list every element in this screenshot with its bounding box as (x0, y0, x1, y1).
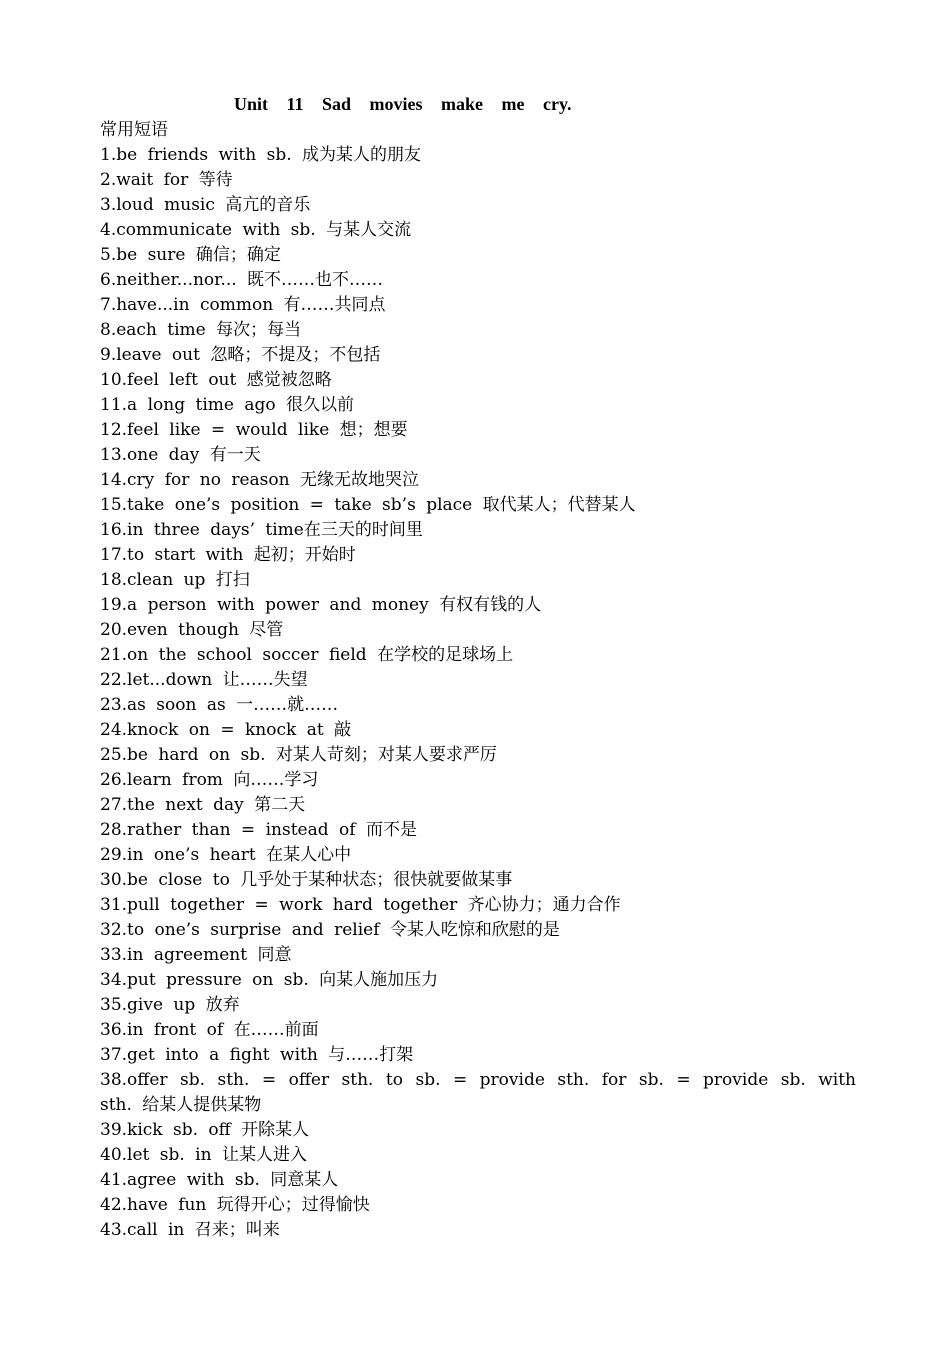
phrase-item: 32.to one’s surprise and relief 令某人吃惊和欣慰的是 (100, 920, 560, 940)
phrase-item: 3.loud music 高亢的音乐 (100, 195, 311, 215)
phrase-item: 33.in agreement 同意 (100, 945, 292, 965)
phrase-item: 7.have...in common 有……共同点 (100, 295, 386, 315)
phrase-item: 18.clean up 打扫 (100, 570, 250, 590)
phrase-item: 13.one day 有一天 (100, 445, 261, 465)
document-title: Unit 11 Sad movies make me cry. (234, 94, 572, 114)
phrase-item: 34.put pressure on sb. 向某人施加压力 (100, 970, 439, 990)
phrase-item: 26.learn from 向……学习 (100, 770, 319, 790)
phrase-item: 5.be sure 确信；确定 (100, 245, 281, 265)
phrase-item: 23.as soon as 一……就…… (100, 695, 339, 715)
phrase-item: 8.each time 每次；每当 (100, 320, 302, 340)
phrase-item: 29.in one’s heart 在某人心中 (100, 845, 352, 865)
phrase-item: 38.offer sb. sth. = offer sth. to sb. = provide sth. for sb. = provide sb. with sth. 给某人提供某物 (100, 1070, 856, 1115)
phrase-item: 4.communicate with sb. 与某人交流 (100, 220, 412, 240)
phrase-item: 40.let sb. in 让某人进入 (100, 1145, 307, 1165)
phrase-item: 10.feel left out 感觉被忽略 (100, 370, 332, 390)
phrase-item: 41.agree with sb. 同意某人 (100, 1170, 339, 1190)
phrase-item: 16.in three days’ time在三天的时间里 (100, 520, 423, 540)
phrase-item: 11.a long time ago 很久以前 (100, 395, 354, 415)
phrase-item: 25.be hard on sb. 对某人苛刻；对某人要求严厉 (100, 745, 497, 765)
phrase-item: 20.even though 尽管 (100, 620, 284, 640)
phrase-item: 24.knock on = knock at 敲 (100, 720, 352, 740)
phrase-item: 1.be friends with sb. 成为某人的朋友 (100, 145, 422, 165)
phrase-item: 17.to start with 起初；开始时 (100, 545, 356, 565)
phrase-item: 2.wait for 等待 (100, 170, 233, 190)
phrase-item: 42.have fun 玩得开心；过得愉快 (100, 1195, 370, 1215)
phrase-item: 14.cry for no reason 无缘无故地哭泣 (100, 470, 419, 490)
phrase-item: 27.the next day 第二天 (100, 795, 306, 815)
phrase-item: 31.pull together = work hard together 齐心协力；通力合作 (100, 895, 621, 915)
section-heading: 常用短语 (100, 120, 168, 140)
phrase-item: 22.let...down 让……失望 (100, 670, 308, 690)
phrase-list (100, 143, 856, 1243)
phrase-item: 19.a person with power and money 有权有钱的人 (100, 595, 542, 615)
phrase-item: 39.kick sb. off 开除某人 (100, 1120, 310, 1140)
phrase-item: 15.take one’s position = take sb’s place 取代某人；代替某人 (100, 495, 636, 515)
phrase-item: 43.call in 召来；叫来 (100, 1220, 280, 1240)
phrase-item: 28.rather than = instead of 而不是 (100, 820, 417, 840)
phrase-item: 9.leave out 忽略；不提及；不包括 (100, 345, 381, 365)
phrase-item: 37.get into a fight with 与……打架 (100, 1045, 414, 1065)
phrase-item: 30.be close to 几乎处于某种状态；很快就要做某事 (100, 870, 513, 890)
phrase-item: 36.in front of 在……前面 (100, 1020, 319, 1040)
phrase-item: 35.give up 放弃 (100, 995, 240, 1015)
phrase-item: 21.on the school soccer field 在学校的足球场上 (100, 645, 514, 665)
phrase-item: 12.feel like = would like 想；想要 (100, 420, 408, 440)
phrase-item: 6.neither...nor... 既不……也不…… (100, 270, 384, 290)
